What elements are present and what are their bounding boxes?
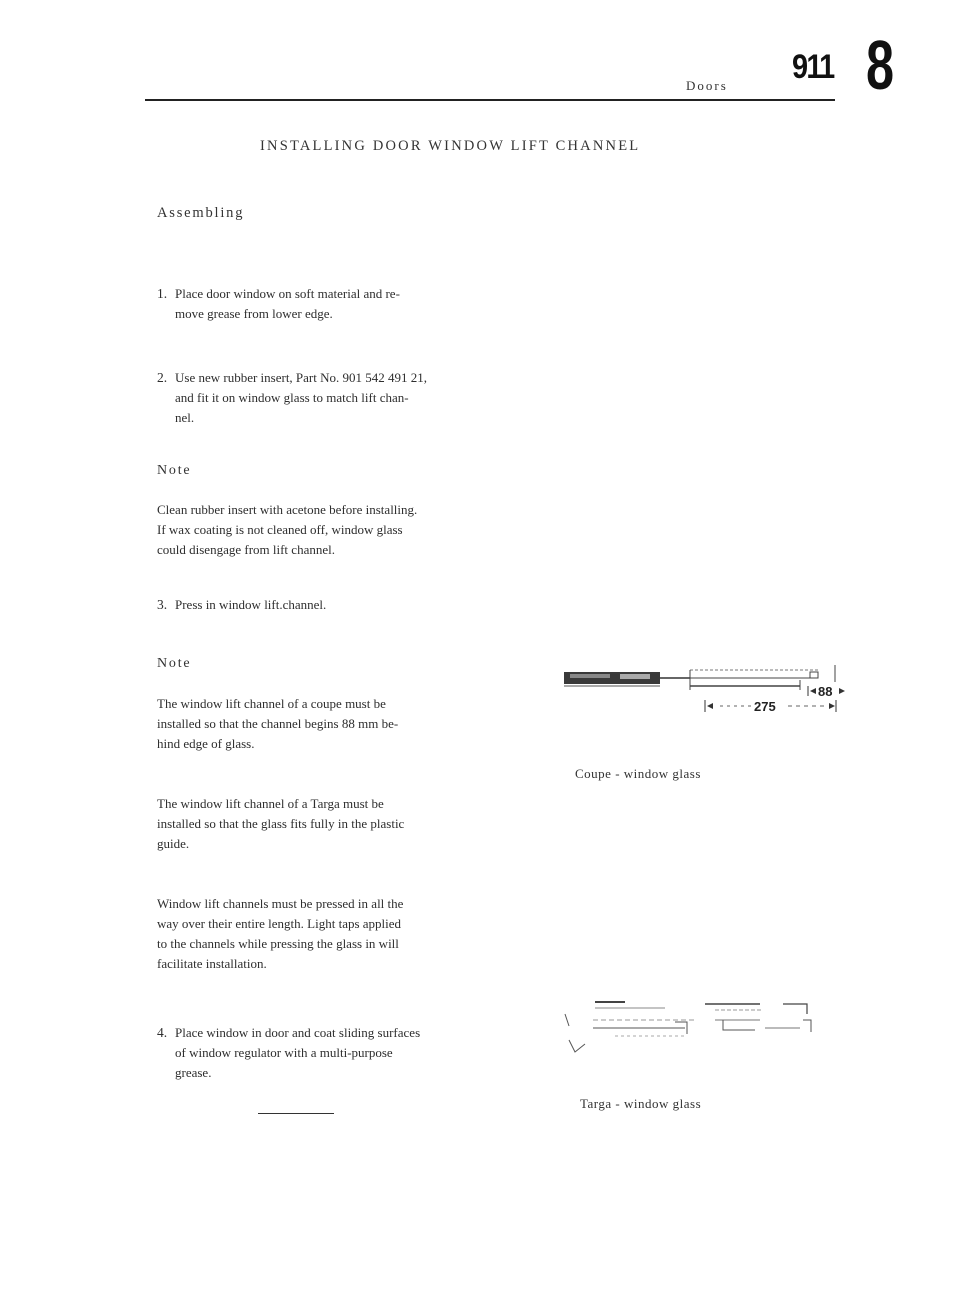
step-number: 3. [157, 597, 168, 612]
note-label: Note [157, 463, 192, 478]
step-text: Place door window on soft material and re- move grease from lower edge. [175, 286, 400, 321]
dimension-275-label: 275 [754, 699, 776, 714]
step-1 [157, 284, 497, 324]
note-text-coupe: The window lift channel of a coupe must be installed so that the channel begins 88 mm be- hind edge of glass. [157, 696, 399, 751]
step-text: Press in window lift.channel. [175, 597, 327, 612]
section-title: Doors [686, 78, 728, 93]
step-number: 4. [157, 1025, 168, 1040]
dimension-88-label: 88 [818, 684, 833, 699]
step-2 [157, 368, 502, 428]
step-number: 1. [157, 286, 168, 301]
step-text: Place window in door and coat sliding surfaces of window regulator with a multi-purpose grease. [175, 1025, 421, 1080]
end-rule [258, 1113, 334, 1114]
note-text-press: Window lift channels must be pressed in all the way over their entire length. Light taps applied to the channels while pressing the glass in will facilitate installation. [157, 896, 404, 971]
targa-caption: Targa - window glass [580, 1096, 702, 1111]
note-text: Clean rubber insert with acetone before installing. If wax coating is not cleaned off, window glass could disengage from lift channel. [157, 502, 418, 557]
note-label: Note [157, 656, 192, 671]
subheading: Assembling [157, 205, 245, 221]
model-number: 911 [792, 48, 834, 86]
step-4 [157, 1023, 502, 1083]
coupe-window-diagram [560, 660, 850, 720]
step-text: Use new rubber insert, Part No. 901 542 491 21, and fit it on window glass to match lift chan- nel. [175, 370, 428, 425]
coupe-caption: Coupe - window glass [575, 766, 701, 781]
targa-window-diagram [555, 996, 825, 1058]
header-rule [145, 99, 835, 101]
chapter-number: 8 [866, 26, 895, 104]
step-number: 2. [157, 370, 168, 385]
page-title: INSTALLING DOOR WINDOW LIFT CHANNEL [260, 138, 641, 154]
note-text-targa: The window lift channel of a Targa must be installed so that the glass fits fully in the plastic guide. [157, 796, 405, 851]
step-3 [157, 595, 497, 615]
